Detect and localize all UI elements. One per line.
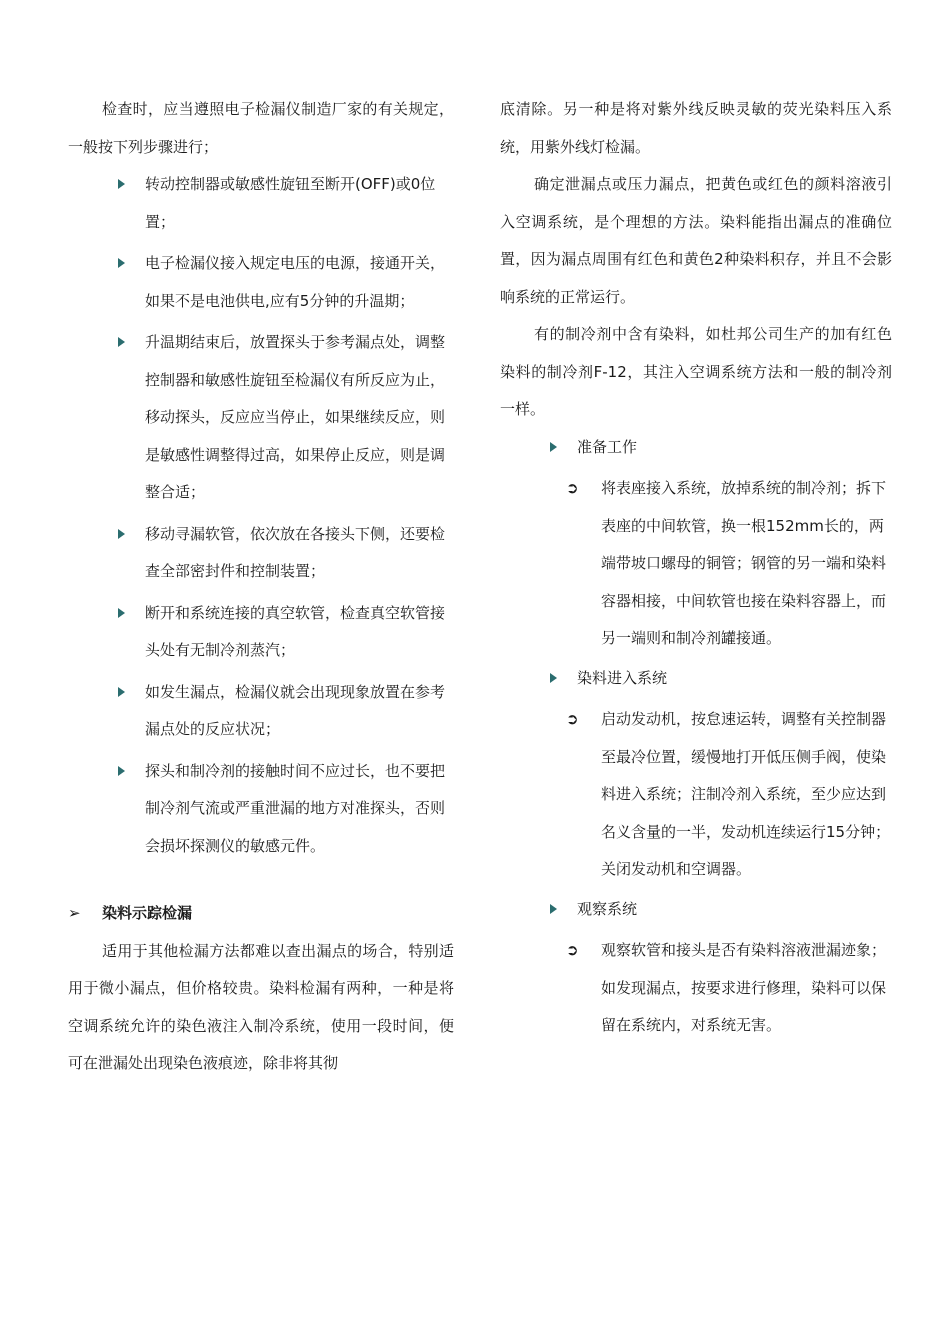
triangle-bullet-icon	[118, 337, 125, 347]
list-item	[500, 932, 892, 1045]
sub-list	[500, 470, 892, 658]
step-text: 电子检漏仪接入规定电压的电源，接通开关，如果不是电池供电,应有5分钟的升温期；	[145, 254, 446, 310]
section-heading	[68, 895, 454, 933]
triangle-bullet-icon	[550, 442, 557, 452]
step-text: 探头和制冷剂的接触时间不应过长，也不要把制冷剂气流或严重泄漏的地方对准探头，否则会损坏探测仪的敏感元件。	[145, 761, 446, 855]
list-item	[68, 245, 454, 320]
triangle-bullet-icon	[118, 687, 125, 697]
right-column	[500, 91, 892, 1047]
section-text: 将表座接入系统，放掉系统的制冷剂；拆下表座的中间软管，换一根152mm长的，两端带坡口螺母的铜管；钢管的另一端和染料容器相接，中间软管也接在染料容器上，而另一端则和制冷剂罐接通。	[601, 479, 887, 647]
list-item	[500, 891, 892, 929]
list-item	[500, 429, 892, 467]
list-item	[500, 660, 892, 698]
list-item	[68, 516, 454, 591]
step-text: 转动控制器或敏感性旋钮至断开(OFF)或0位置；	[145, 175, 436, 231]
continuation-paragraph: 底清除。另一种是将对紫外线反映灵敏的荧光染料压入系统，用紫外线灯检漏。	[500, 100, 892, 156]
left-column	[68, 91, 454, 1083]
sub-list	[500, 701, 892, 889]
list-item	[500, 470, 892, 658]
triangle-bullet-icon	[118, 608, 125, 618]
list-item	[68, 595, 454, 670]
step-text: 移动寻漏软管，依次放在各接头下侧，还要检查全部密封件和控制装置；	[145, 524, 446, 580]
triangle-bullet-icon	[550, 673, 557, 683]
arrow-bullet-icon: ➲	[566, 941, 579, 959]
paragraph: 有的制冷剂中含有染料，如杜邦公司生产的加有红色染料的制冷剂F-12，其注入空调系统方法和一般的制冷剂一样。	[500, 325, 892, 418]
section-text: 观察软管和接头是否有染料溶液泄漏迹象；如发现漏点，按要求进行修理，染料可以保留在系统内，对系统无害。	[601, 941, 887, 1034]
list-item	[68, 753, 454, 866]
list-item	[68, 166, 454, 241]
triangle-bullet-icon	[550, 904, 557, 914]
paragraph: 确定泄漏点或压力漏点，把黄色或红色的颜料溶液引入空调系统，是个理想的方法。染料能指出漏点的准确位置，因为漏点周围有红色和黄色2种染料积存，并且不会影响系统的正常运行。	[500, 175, 892, 306]
list-item	[68, 324, 454, 512]
section-text: 启动发动机，按怠速运转，调整有关控制器至最冷位置，缓慢地打开低压侧手阀，使染料进入系统；注制冷剂入系统，至少应达到名义含量的一半，发动机连续运行15分钟；关闭发动机和空调器。	[601, 710, 891, 878]
list-item	[500, 701, 892, 889]
intro-paragraph: 检查时，应当遵照电子检漏仪制造厂家的有关规定，一般按下列步骤进行；	[68, 100, 454, 156]
sub-list	[500, 932, 892, 1045]
step-text: 如发生漏点，检漏仪就会出现现象放置在参考漏点处的反应状况；	[145, 682, 446, 738]
arrow-bullet-icon: ➲	[566, 710, 579, 728]
dye-procedure-sections	[500, 429, 892, 467]
triangle-bullet-icon	[118, 179, 125, 189]
step-text: 断开和系统连接的真空软管，检查真空软管接头处有无制冷剂蒸汽；	[145, 603, 446, 659]
step-text: 升温期结束后，放置探头于参考漏点处，调整控制器和敏感性旋钮至检漏仪有所反应为止，移动探头，反应应当停止，如果继续反应，则是敏感性调整得过高，如果停止反应，则是调整合适；	[145, 333, 446, 501]
triangle-bullet-icon	[118, 258, 125, 268]
arrow-bullet-icon: ➢	[68, 904, 81, 922]
arrow-bullet-icon: ➲	[566, 479, 579, 497]
procedure-steps	[68, 166, 454, 865]
dye-procedure-sections	[500, 891, 892, 929]
section-title: 观察系统	[577, 899, 638, 918]
triangle-bullet-icon	[118, 529, 125, 539]
section-title: 准备工作	[577, 437, 638, 456]
list-item	[68, 674, 454, 749]
dye-procedure-sections	[500, 660, 892, 698]
triangle-bullet-icon	[118, 766, 125, 776]
section-heading-text: 染料示踪检漏	[102, 904, 193, 922]
dye-paragraph: 适用于其他检漏方法都难以查出漏点的场合，特别适用于微小漏点，但价格较贵。染料检漏有两种，一种是将空调系统允许的染色液注入制冷系统，使用一段时间，便可在泄漏处出现染色液痕迹，除非将其彻	[68, 941, 454, 1072]
section-title: 染料进入系统	[577, 668, 668, 687]
